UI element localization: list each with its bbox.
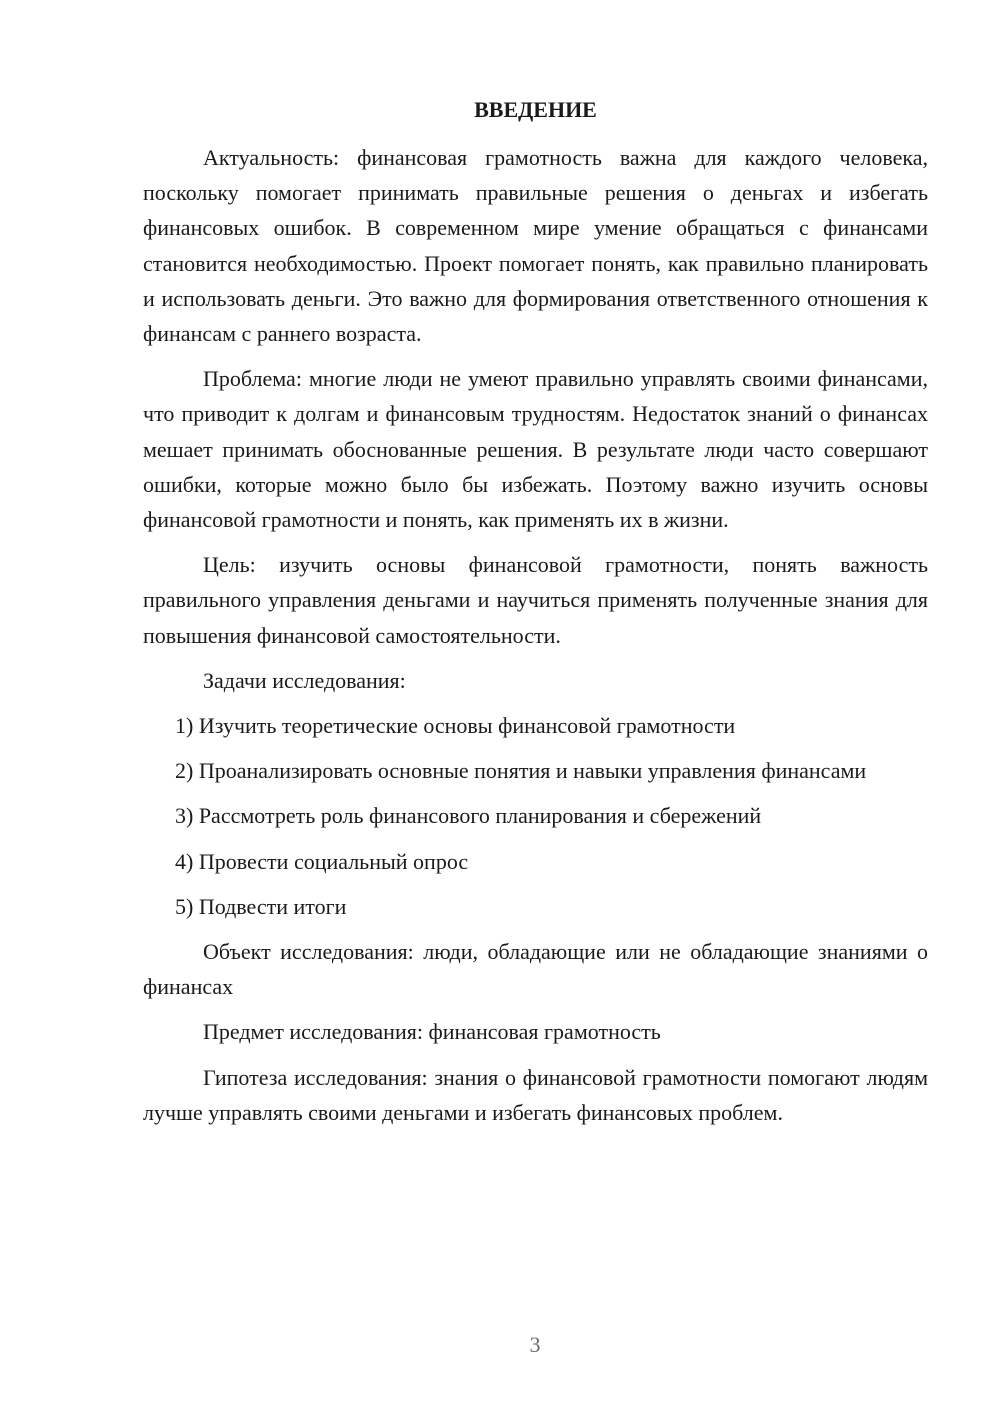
tasks-heading: Задачи исследования: xyxy=(203,667,406,693)
subject-paragraph: Предмет исследования: финансовая грамотность xyxy=(203,1019,661,1045)
object-paragraph: Объект исследования: люди, обладающие или не обладающие знаниями о финансах xyxy=(143,939,928,1000)
task-item-3: 3) Рассмотреть роль финансового планирования и сбережений xyxy=(175,803,762,829)
task-item-1: 1) Изучить теоретические основы финансовой грамотности xyxy=(175,713,736,739)
page-number: 3 xyxy=(529,1332,541,1357)
task-item-4: 4) Провести социальный опрос xyxy=(175,848,469,874)
relevance-paragraph: Актуальность: финансовая грамотность важна для каждого человека, поскольку помогает принимать правильные решения о деньгах и избегать финансовых ошибок. В современном мире умение обращаться с финансами становится необходимостью. Проект помогает понять, как правильно планировать и использовать деньги. Это важно для формирования ответственного отношения к финансам с раннего возраста. xyxy=(143,145,928,347)
section-title: ВВЕДЕНИЕ xyxy=(474,97,597,122)
task-item-5: 5) Подвести итоги xyxy=(175,893,347,919)
task-item-2: 2) Проанализировать основные понятия и навыки управления финансами xyxy=(175,758,867,784)
page-content xyxy=(143,92,928,1140)
goal-paragraph: Цель: изучить основы финансовой грамотности, понять важность правильного управления деньгами и научиться применять полученные знания для повышения финансовой самостоятельности. xyxy=(143,552,928,648)
problem-paragraph: Проблема: многие люди не умеют правильно управлять своими финансами, что приводит к долгам и финансовым трудностям. Недостаток знаний о финансах мешает принимать обоснованные решения. В результате люди часто совершают ошибки, которые можно было бы избежать. Поэтому важно изучить основы финансовой грамотности и понять, как применять их в жизни. xyxy=(143,366,928,533)
hypothesis-paragraph: Гипотеза исследования: знания о финансовой грамотности помогают людям лучше управлять своими деньгами и избегать финансовых проблем. xyxy=(143,1064,928,1125)
